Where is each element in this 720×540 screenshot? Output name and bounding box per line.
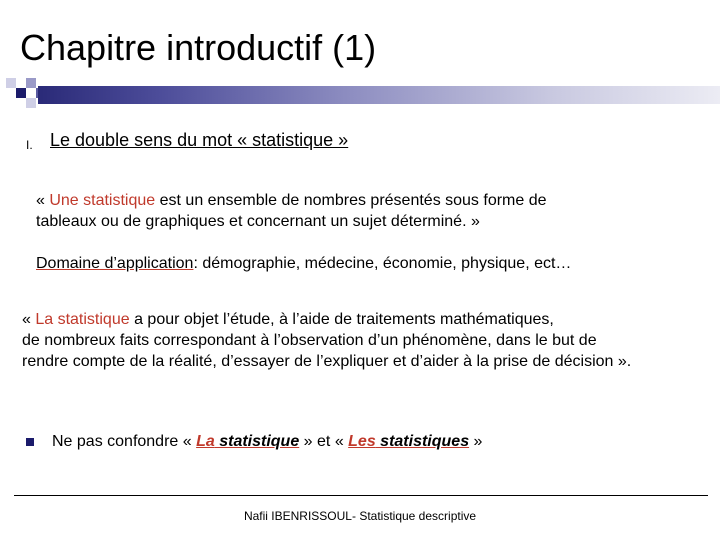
bullet-prefix: Ne pas confondre « xyxy=(52,433,197,450)
decorative-square xyxy=(6,78,16,88)
slide-title: Chapitre introductif (1) xyxy=(20,27,377,68)
definition-1-line-2: tableaux ou de graphiques et concernant un sujet déterminé. » xyxy=(36,213,480,230)
section-heading: Le double sens du mot « statistique » xyxy=(50,130,349,150)
definition-2-line-1 xyxy=(22,309,554,330)
domain-label: Domaine d’application xyxy=(36,255,194,272)
quote-open: « xyxy=(22,311,36,328)
footer-text: Nafii IBENRISSOUL- Statistique descriptive xyxy=(243,509,477,523)
article-les: Les statistiques xyxy=(348,433,470,450)
definition-1-line-1 xyxy=(36,190,547,211)
definition-2-line-2: de nombreux faits correspondant à l’observation d’un phénomène, dans le but de xyxy=(22,332,597,349)
term-la-statistique: La statistique xyxy=(35,311,130,328)
quote-open: « xyxy=(36,192,50,209)
decorative-square xyxy=(26,78,36,88)
bullet-suffix: » xyxy=(469,433,483,450)
definition-2-text: a pour objet l’étude, à l’aide de traitements mathématiques, xyxy=(129,311,554,328)
bullet-mid: » et « xyxy=(299,433,349,450)
term-une-statistique: Une statistique xyxy=(49,192,156,209)
definition-1-text: est un ensemble de nombres présentés sous forme de xyxy=(155,192,547,209)
domain-text: : démographie, médecine, économie, physique, ect… xyxy=(193,255,572,272)
decorative-square xyxy=(16,88,26,98)
bullet-square-icon xyxy=(26,438,34,446)
article-la: La statistique xyxy=(196,433,300,450)
gradient-bar xyxy=(38,86,720,104)
footer-divider xyxy=(14,495,708,496)
decorative-square xyxy=(26,98,36,108)
section-marker: I. xyxy=(26,138,33,152)
domain-line xyxy=(36,253,571,274)
bullet-line xyxy=(52,431,482,452)
definition-2-line-3: rendre compte de la réalité, d’essayer de l’expliquer et d’aider à la prise de décision ». xyxy=(22,353,632,370)
decorative-header-bar xyxy=(0,72,720,110)
